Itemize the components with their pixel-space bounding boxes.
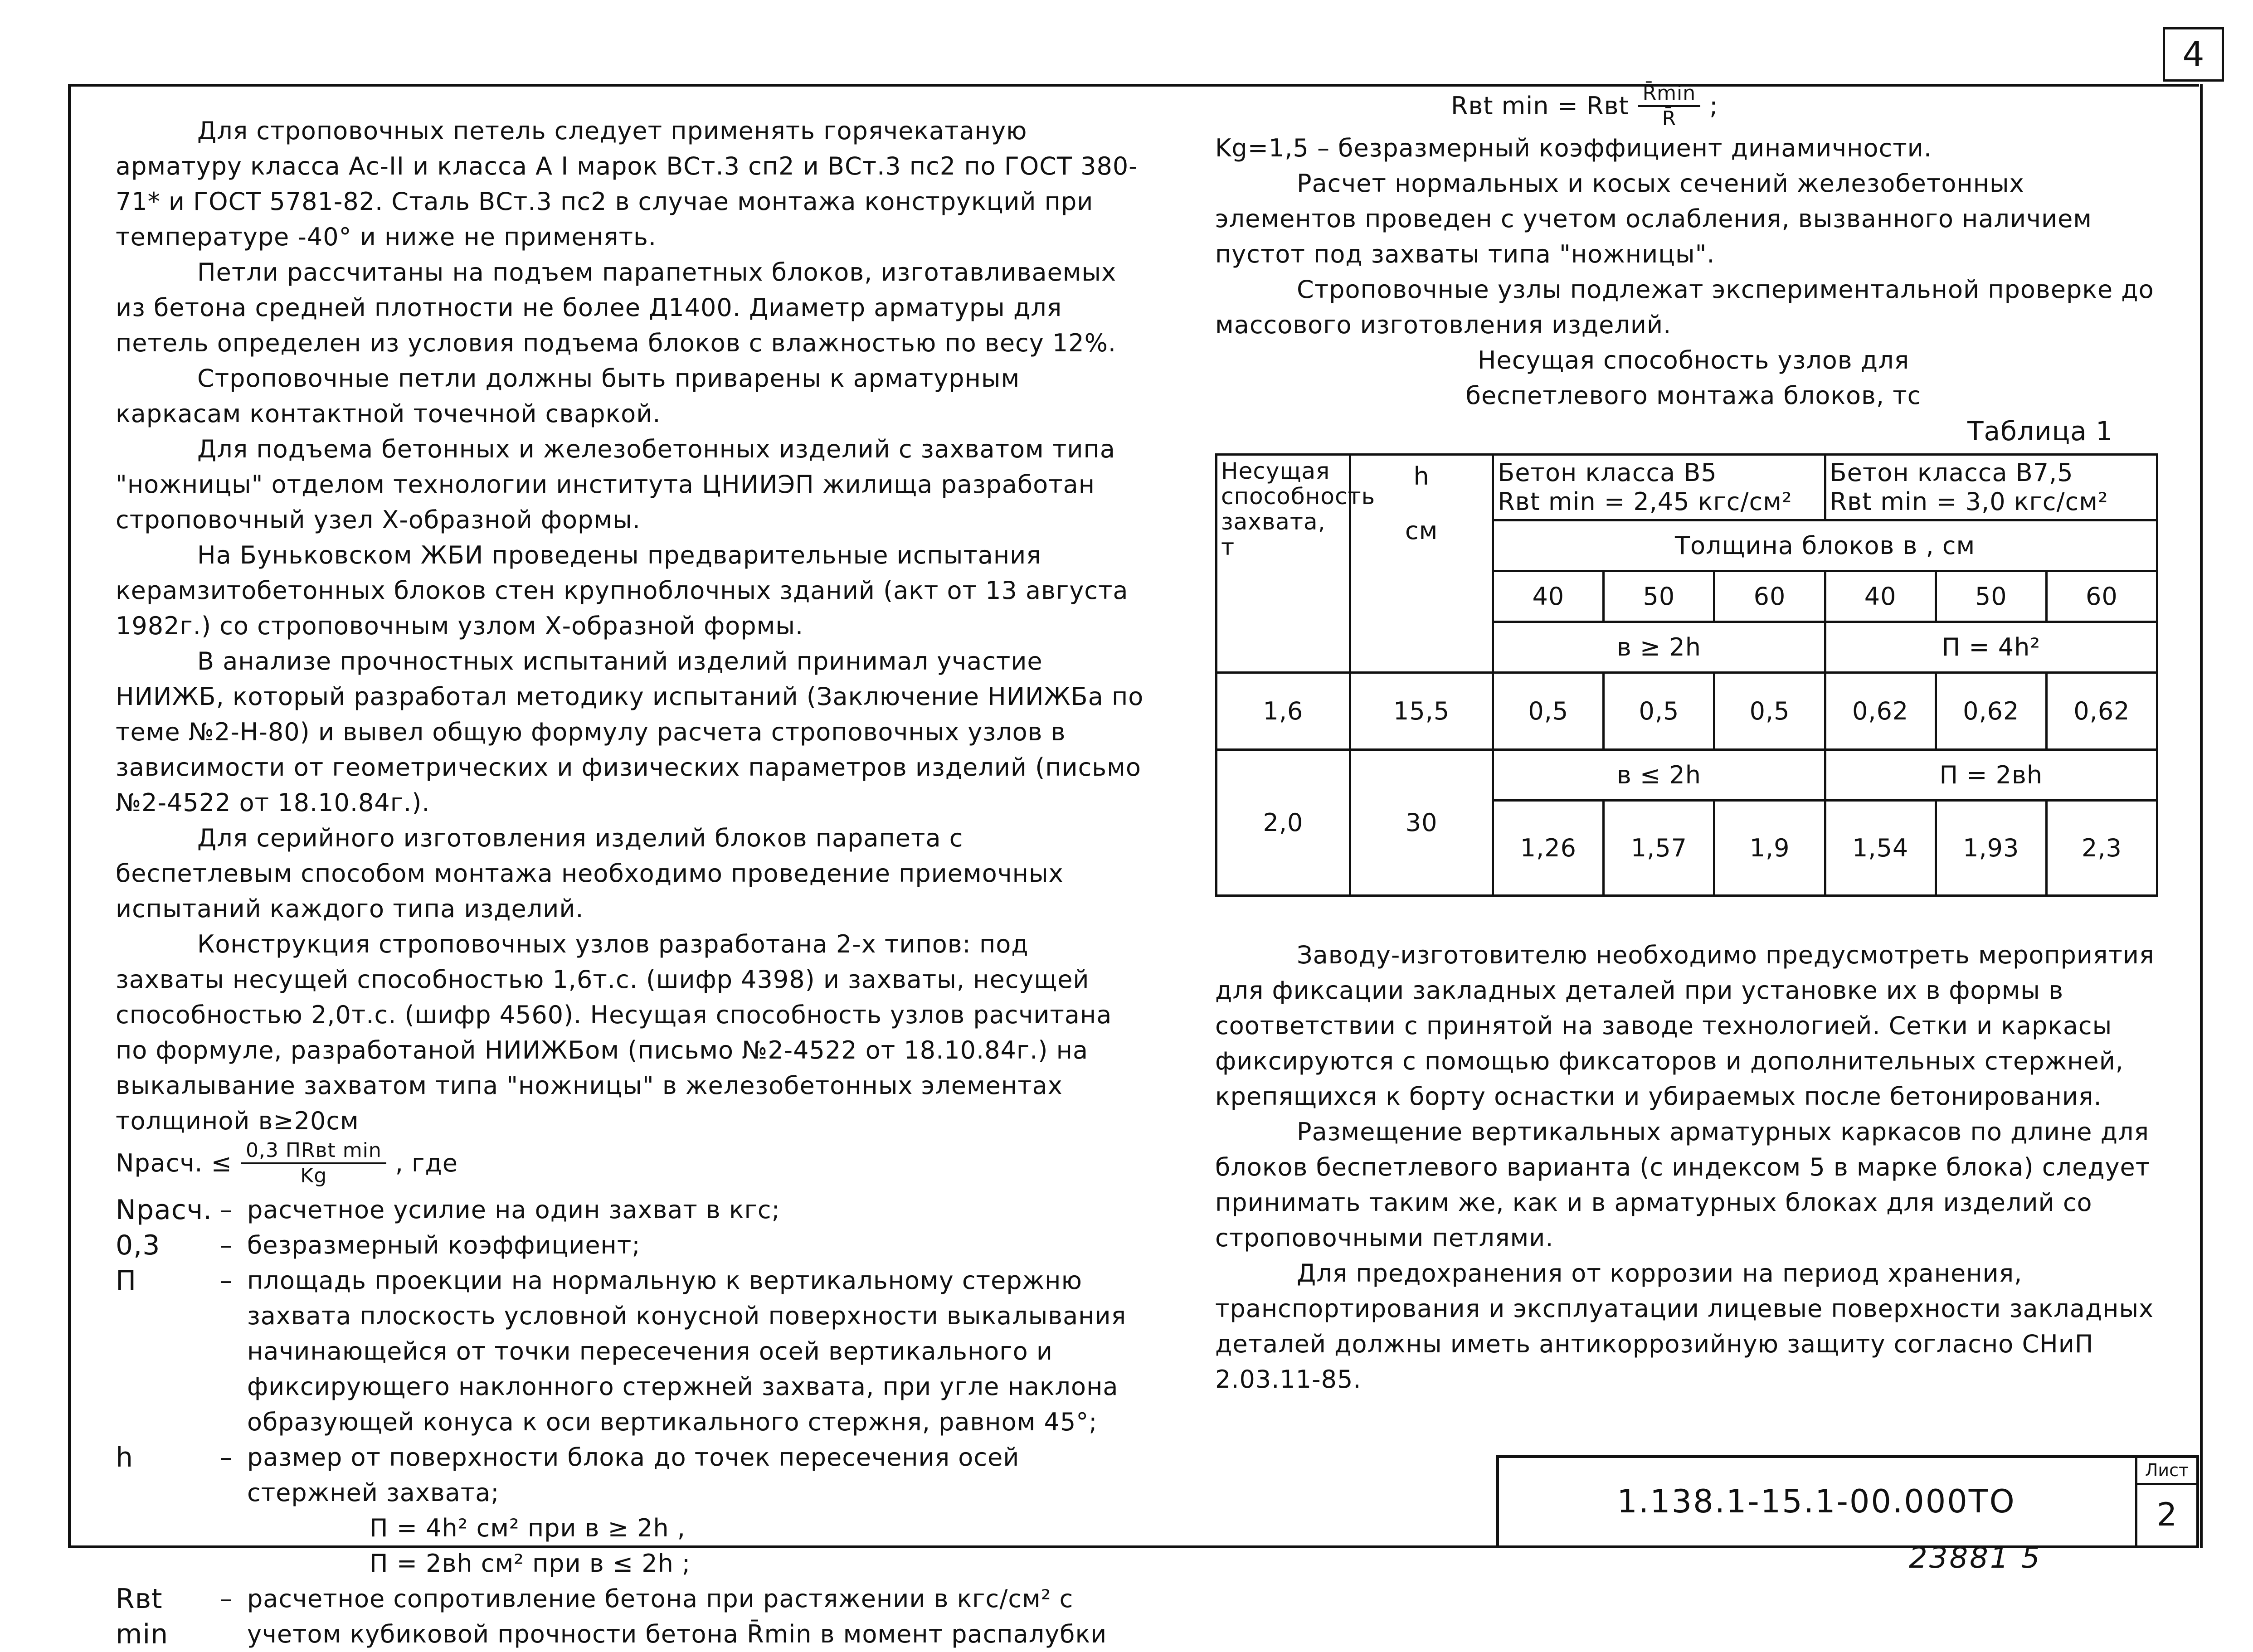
value-cell: 1,93 [1936, 801, 2046, 896]
definition-symbol: 0,3 [116, 1229, 161, 1261]
value-cell: 0,5 [1493, 673, 1604, 750]
after-table-text [1215, 938, 2172, 1397]
sheet-cell [2135, 1458, 2196, 1545]
header-concrete-b75 [1825, 455, 2157, 520]
condition-cell: в ≤ 2h [1493, 750, 1825, 801]
header-thickness: Толщина блоков в , см [1493, 520, 2157, 571]
paragraph: Для предохранения от коррозии на период хранения, транспортирования и эксплуатации лицевые поверхности закладных деталей должны иметь антикоррозийную защиту согласно СНиП 2.03.11-85. [1215, 1259, 2154, 1394]
paragraph: Петли рассчитаны на подъем парапетных блоков, изготавливаемых из бетона средней плотности не более Д1400. Диаметр арматуры для петель определен из условия подъема блоков с влажностью по весу 12%. [116, 258, 1117, 357]
value-cell: 0,5 [1604, 673, 1714, 750]
definition-symbol: h [116, 1442, 134, 1473]
value-cell: 1,26 [1493, 801, 1604, 896]
frame-right-line [2200, 84, 2203, 1548]
sheet-label: Лист [2137, 1458, 2196, 1485]
h-cell: 15,5 [1350, 673, 1493, 750]
formula-n-calc [116, 1139, 1145, 1188]
header-concrete-b5 [1493, 455, 1825, 520]
definition-item [116, 1440, 1145, 1511]
condition-cell: П = 4h² [1825, 622, 2157, 673]
paragraph: На Буньковском ЖБИ проведены предварительные испытания керамзитобетонных блоков стен крупноблочных зданий (акт от 13 августа 1982г.) со строповочным узлом Х-образной формы. [116, 541, 1129, 640]
table-row [1217, 673, 2157, 750]
formula-fraction [241, 1139, 386, 1188]
value-cell: 0,62 [1936, 673, 2046, 750]
value-cell: 0,62 [2046, 673, 2157, 750]
definition-dash: – [220, 1266, 233, 1295]
paragraph: В анализе прочностных испытаний изделий принимал участие НИИЖБ, который разработал методику испытаний (Заключение НИИЖБа по теме №2-Н-80) и вывел общую формулу расчета строповочных узлов в зависимости от геометрических и физических параметров изделий (письмо №2-4522 от 18.10.84г.). [116, 647, 1144, 817]
thickness-cell: 40 [1493, 571, 1604, 622]
value-cell: 2,3 [2046, 801, 2157, 896]
inventory-number: 23881 5 [1909, 1541, 2042, 1575]
paragraph: Размещение вертикальных арматурных каркасов по длине для блоков беспетлевого варианта (с индексом 5 в марке блока) следует принимать таким же, как и в арматурных блоках для изделий со строповочными петлями. [1215, 1118, 2151, 1252]
definition-text: площадь проекции на нормальную к вертикальному стержню захвата плоскость условной конусной поверхности выкалывания начинающейся от точки пересечения осей вертикального и фиксирующего наклонного стержней захвата, при угле наклона образующей конуса к оси вертикального стержня, равном 45°; [247, 1266, 1127, 1436]
right-column [1215, 82, 2172, 1397]
capacity-table [1215, 453, 2158, 897]
definition-item [116, 1263, 1145, 1440]
definition-symbol: П [116, 1265, 137, 1297]
formula-tail: ; [1709, 92, 1718, 120]
header-b5-class: Бетон класса В5 [1498, 458, 1717, 487]
page-corner-number: 4 [2163, 27, 2224, 82]
definition-dash: – [220, 1195, 233, 1224]
paragraph: Для подъема бетонных и железобетонных изделий с захватом типа "ножницы" отделом технологии института ЦНИИЭП жилища разработан строповочный узел Х-образной формы. [116, 435, 1115, 534]
formula-numerator: R̄min [1638, 82, 1701, 107]
table-title-line-2: беспетлевого монтажа блоков, тс [1465, 381, 1922, 410]
thickness-cell: 50 [1604, 571, 1714, 622]
definition-dash: – [220, 1231, 233, 1259]
paragraph: Строповочные петли должны быть приварены к арматурным каркасам контактной точечной сваркой. [116, 364, 1020, 428]
h-cell: 30 [1350, 750, 1493, 896]
area-formula-1: П = 4h² см² при в ≥ 2h , [370, 1514, 686, 1542]
definition-item [116, 1581, 1145, 1652]
table-row [1217, 455, 2157, 520]
header-h-symbol: h [1413, 462, 1430, 491]
capacity-cell: 2,0 [1217, 750, 1350, 896]
paragraph: Расчет нормальных и косых сечений железобетонных элементов проведен с учетом ослабления, вызванного наличием пустот под захваты типа "ножницы". [1215, 169, 2092, 268]
thickness-cell: 60 [2046, 571, 2157, 622]
area-formula-2: П = 2вh см² при в ≤ 2h ; [370, 1549, 691, 1578]
paragraph: Строповочные узлы подлежат экспериментальной проверке до массового изготовления изделий. [1215, 275, 2154, 339]
definition-item [116, 1228, 1145, 1263]
document-code: 1.138.1-15.1-00.000ТО [1617, 1483, 2016, 1520]
formula-numerator: 0,3 ПRвt min [241, 1139, 386, 1164]
header-capacity: Несущая способность захвата, т [1217, 455, 1350, 673]
formula-tail: , где [395, 1149, 458, 1177]
header-b75-class: Бетон класса В7,5 [1830, 458, 2073, 487]
header-b5-rbt: Rвt min = 2,45 кгс/см² [1498, 487, 1792, 516]
formula-rbt [1215, 82, 2172, 131]
definitions-list [116, 1192, 1145, 1652]
header-b75-rbt: Rвt min = 3,0 кгс/см² [1830, 487, 2108, 516]
header-h-unit: см [1405, 516, 1438, 545]
table-row [1217, 750, 2157, 801]
thickness-cell: 50 [1936, 571, 2046, 622]
definition-symbol: Rвt min [116, 1583, 169, 1650]
formula-denominator: Kg [300, 1164, 327, 1187]
capacity-cell: 1,6 [1217, 673, 1350, 750]
formula-lhs: Nрасч. ≤ [116, 1149, 232, 1177]
thickness-cell: 60 [1714, 571, 1825, 622]
definition-dash: – [220, 1584, 233, 1613]
value-cell: 1,54 [1825, 801, 1936, 896]
definition-text: размер от поверхности блока до точек пересечения осей стержней захвата; [247, 1443, 1020, 1507]
formula-denominator: R̄ [1662, 107, 1677, 130]
definition-symbol: Nрасч. [116, 1194, 213, 1226]
table-number: Таблица 1 [1967, 416, 2113, 447]
kg-definition: Kg=1,5 – безразмерный коэффициент динамичности. [1215, 134, 1932, 162]
paragraph: Для серийного изготовления изделий блоков парапета с беспетлевым способом монтажа необходимо проведение приемочных испытаний каждого типа изделий. [116, 824, 1064, 923]
thickness-cell: 40 [1825, 571, 1936, 622]
table-title-line-1: Несущая способность узлов для [1477, 346, 1910, 374]
definition-text: расчетное сопротивление бетона при растяжении в кгс/см² с учетом кубиковой прочности бетона R̄min в момент распалубки [247, 1584, 1107, 1648]
sheet-number: 2 [2156, 1496, 2177, 1533]
definition-text: расчетное усилие на один захват в кгс; [247, 1195, 780, 1224]
left-column [116, 113, 1145, 1652]
definition-item [116, 1192, 1145, 1228]
paragraph: Конструкция строповочных узлов разработана 2-х типов: под захваты несущей способностью 1,6т.с. (шифр 4398) и захваты, несущей способностью 2,0т.с. (шифр 4560). Несущая способность узлов расчитана по формуле, разработаной НИИЖБом (письмо №2-4522 от 18.10.84г.) на выкалывание захватом типа "ножницы" в железобетонных элементах толщиной в≥20см [116, 930, 1112, 1135]
formula-fraction [1638, 82, 1701, 131]
paragraph: Заводу-изготовителю необходимо предусмотреть мероприятия для фиксации закладных деталей при установке их в формы в соответствии с принятой на заводе технологией. Сетки и каркасы фиксируются с помощью фиксаторов и дополнительных стержней, крепящихся к борту оснастки и убираемых после бетонирования. [1215, 941, 2155, 1111]
condition-cell: П = 2вh [1825, 750, 2157, 801]
value-cell: 0,5 [1714, 673, 1825, 750]
definition-dash: – [220, 1443, 233, 1472]
condition-cell: в ≥ 2h [1493, 622, 1825, 673]
paragraph: Для строповочных петель следует применять горячекатаную арматуру класса Ас-II и класса А I марок ВСт.3 сп2 и ВСт.3 пс2 по ГОСТ 380-71* и ГОСТ 5781-82. Сталь ВСт.3 пс2 в случае монтажа конструкций при температуре -40° и ниже не применять. [116, 117, 1138, 251]
value-cell: 0,62 [1825, 673, 1936, 750]
definition-text: безразмерный коэффициент; [247, 1231, 641, 1259]
title-block [1496, 1455, 2199, 1548]
value-cell: 1,9 [1714, 801, 1825, 896]
value-cell: 1,57 [1604, 801, 1714, 896]
formula-lhs: Rвt min = Rвt [1451, 92, 1629, 120]
